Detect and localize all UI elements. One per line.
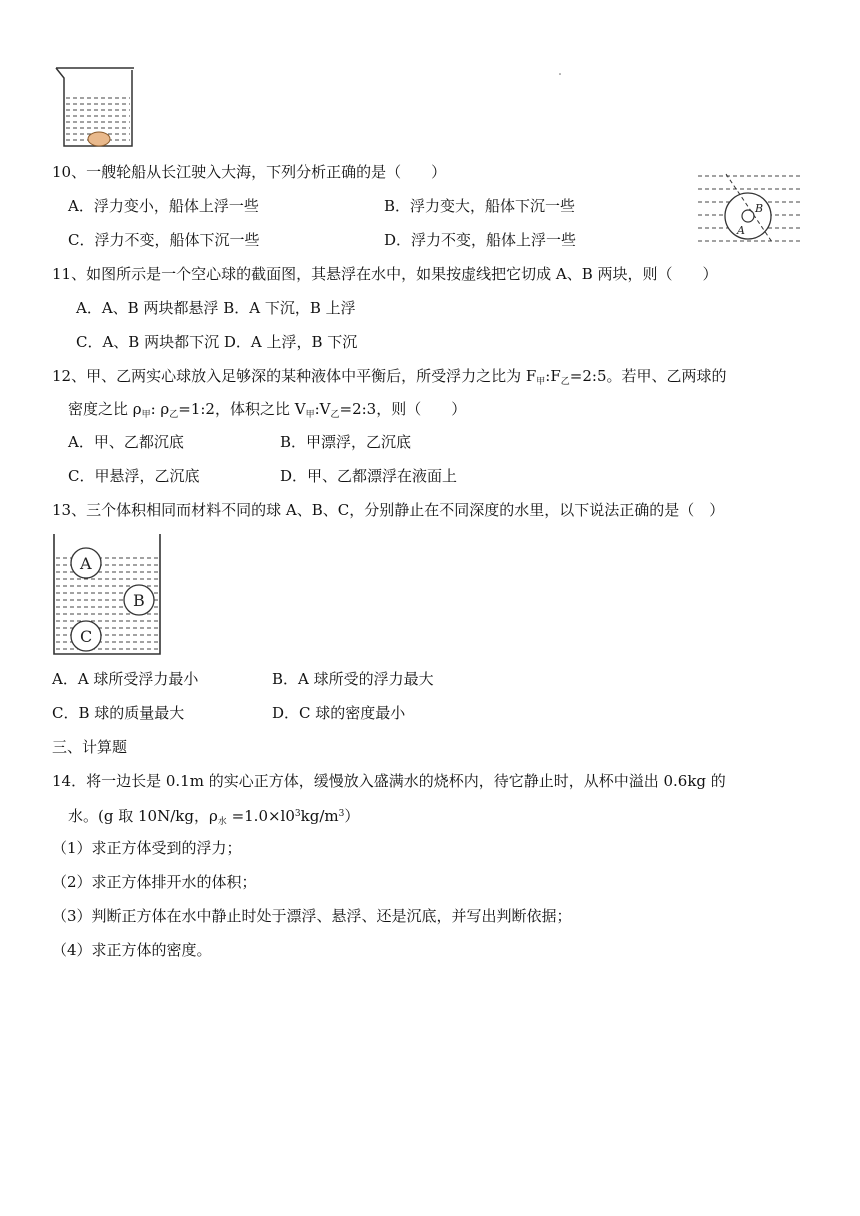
q13-option-d: D．C 球的密度最小 — [272, 704, 406, 722]
q12-text: 密度之比 ρ — [68, 400, 142, 418]
beaker-egg-figure — [50, 66, 140, 150]
q10-option-c: C．浮力不变，船体下沉一些 — [68, 231, 260, 249]
q12-sub: 甲 — [141, 410, 151, 420]
q11-options-cd: C．A、B 两块都下沉 D．A 上浮，B 下沉 — [76, 333, 358, 351]
ball-a-label: A — [80, 554, 92, 573]
egg — [88, 132, 110, 146]
q12-option-d: D．甲、乙都漂浮在液面上 — [280, 467, 458, 485]
q12-text: =2:3，则（ ） — [339, 400, 467, 418]
three-balls-figure — [52, 534, 164, 658]
q12-text: 12、甲、乙两实心球放入足够深的某种液体中平衡后，所受浮力之比为 F — [52, 367, 537, 385]
ball-c-label: C — [80, 627, 93, 646]
q11-stem: 11、如图所示是一个空心球的截面图，其悬浮在水中，如果按虚线把它切成 A、B 两块，则（ ） — [52, 265, 718, 283]
q14-text: kg/m — [300, 807, 339, 825]
q14-line2 — [68, 804, 359, 832]
ball-c — [71, 621, 101, 651]
q12-text: :F — [545, 367, 561, 385]
q12-text: =1:2，体积之比 V — [178, 400, 306, 418]
q12-sub: 乙 — [169, 410, 179, 420]
q13-option-a: A．A 球所受浮力最小 — [52, 670, 199, 688]
q12-text: =2:5。若甲、乙两球的 — [569, 367, 727, 385]
q12-sub: 乙 — [560, 377, 570, 387]
q14-sup: 3 — [294, 809, 301, 819]
q14-part-3: （3）判断正方体在水中静止时处于漂浮、悬浮、还是沉底，并写出判断依据； — [52, 907, 572, 925]
q13-option-c: C．B 球的质量最大 — [52, 704, 185, 722]
q10-option-a: A．浮力变小，船体上浮一些 — [68, 197, 259, 215]
q12-sub: 甲 — [536, 377, 546, 387]
q12-option-b: B．甲漂浮，乙沉底 — [280, 433, 412, 451]
section-heading: 三、计算题 — [52, 738, 128, 756]
q14-sup: 3 — [338, 809, 345, 819]
q12-option-a: A．甲、乙都沉底 — [68, 433, 184, 451]
q14-part-1: （1）求正方体受到的浮力； — [52, 839, 242, 857]
q14-text: ） — [344, 807, 360, 825]
q11-options-ab: A．A、B 两块都悬浮 B．A 下沉，B 上浮 — [76, 299, 356, 317]
ball-b-label: B — [133, 591, 145, 610]
ball-a — [71, 548, 101, 578]
q10-option-d: D．浮力不变，船体上浮一些 — [384, 231, 577, 249]
fig-label-b: B — [755, 202, 764, 215]
q12-stem-line1 — [52, 366, 727, 392]
q14-sub: 水 — [217, 817, 227, 827]
q14-part-2: （2）求正方体排开水的体积； — [52, 873, 257, 891]
q12-stem-line2 — [68, 399, 466, 425]
q13-stem: 13、三个体积相同而材料不同的球 A、B、C，分别静止在不同深度的水里，以下说法正确的是（ ） — [52, 501, 725, 519]
fig-label-a: A — [737, 224, 745, 237]
q14-text: =1.0×l0 — [226, 807, 295, 825]
q14-part-4: （4）求正方体的密度。 — [52, 941, 212, 959]
q10-option-b: B．浮力变大，船体下沉一些 — [384, 197, 576, 215]
hollow-ball-figure — [696, 170, 802, 244]
stray-dot — [558, 72, 562, 76]
q13-option-b: B．A 球所受的浮力最大 — [272, 670, 434, 688]
q12-sub: 乙 — [330, 410, 340, 420]
ball-b — [124, 585, 154, 615]
q12-text: :V — [314, 400, 331, 418]
q14-line1: 14．将一边长是 0.1m 的实心正方体，缓慢放入盛满水的烧杯内，待它静止时，从杯中溢出 0.6kg 的 — [52, 772, 726, 790]
q14-text: 水。(g 取 10N/kg，ρ — [68, 807, 218, 825]
q12-sub: 甲 — [305, 410, 315, 420]
q10-stem: 10、一艘轮船从长江驶入大海，下列分析正确的是（ ） — [52, 163, 447, 181]
q12-option-c: C．甲悬浮，乙沉底 — [68, 467, 200, 485]
q12-text: : ρ — [150, 400, 170, 418]
